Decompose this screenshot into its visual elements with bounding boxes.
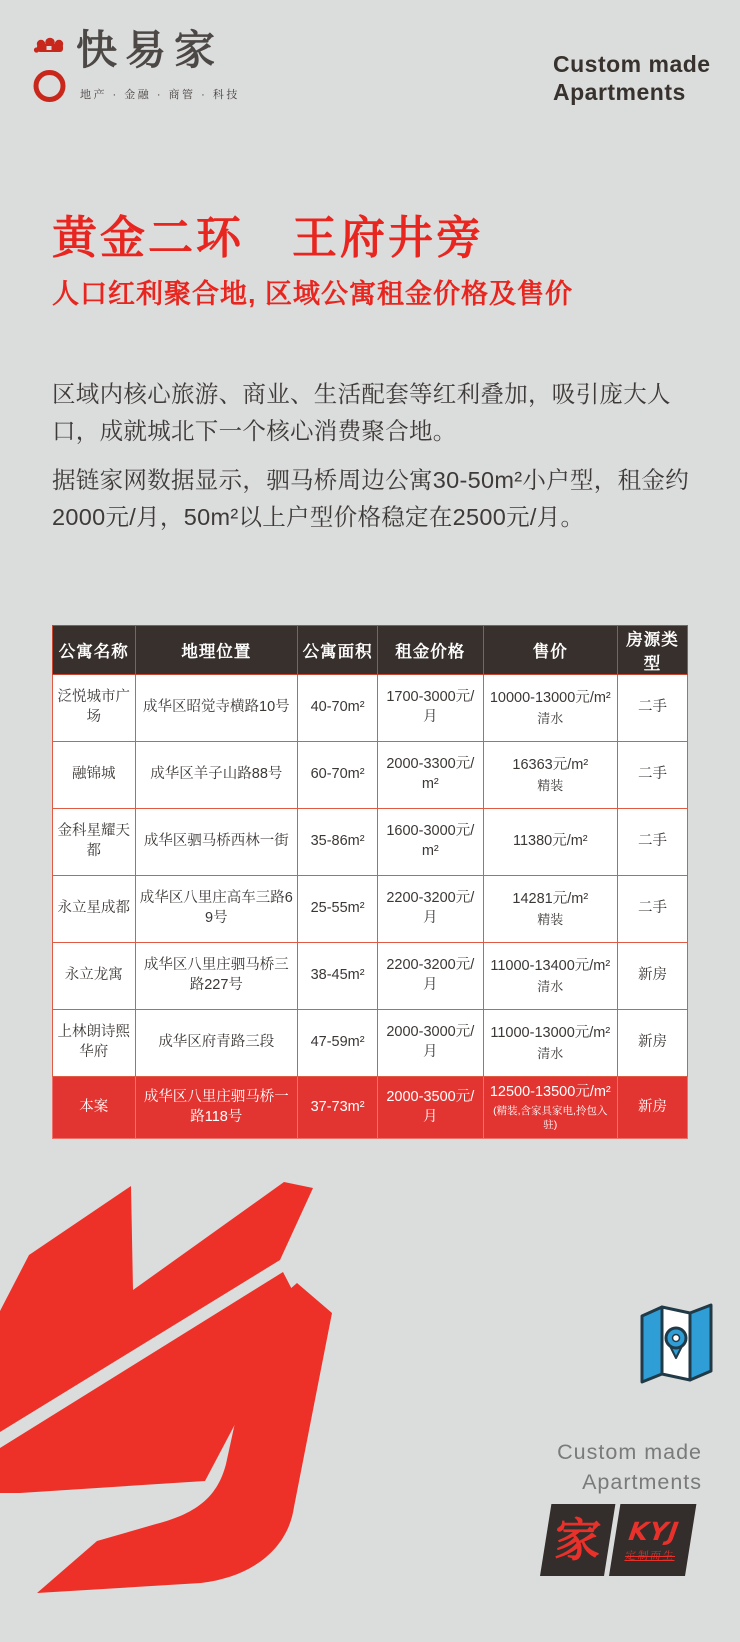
brand-initials: KYJ <box>626 1517 682 1546</box>
sale-price-note: 清水 <box>537 978 564 994</box>
cell-sale-price <box>483 809 618 876</box>
cell-apartment-name: 永立龙寓 <box>53 943 136 1010</box>
cell-sale-price <box>483 876 618 943</box>
table-row <box>53 742 688 809</box>
sale-price-note: 精装 <box>537 911 564 927</box>
sale-price-main: 11000-13400元/m² <box>490 957 611 974</box>
column-header: 地理位置 <box>135 626 298 675</box>
cell-location: 成华区羊子山路88号 <box>135 742 298 809</box>
sale-price-note: 精装 <box>537 777 564 793</box>
cell-listing-type: 二手 <box>618 742 688 809</box>
page-title: 黄金二环 王府井旁 <box>52 211 485 264</box>
cell-location: 成华区驷马桥西林一街 <box>135 809 298 876</box>
cell-listing-type: 新房 <box>618 943 688 1010</box>
cell-listing-type: 新房 <box>618 1010 688 1077</box>
cell-rent: 2000-3000元/月 <box>378 1010 483 1077</box>
cell-location: 成华区八里庄驷马桥三路227号 <box>135 943 298 1010</box>
intro-paragraph-2: 据链家网数据显示，驷马桥周边公寓30-50m²小户型，租金约2000元/月，50m²以上户型价格稳定在2500元/月。 <box>52 466 690 531</box>
cell-area: 40-70m² <box>298 675 378 742</box>
column-header: 公寓名称 <box>53 626 136 675</box>
table-body <box>53 675 688 1139</box>
footer-slogan-line2: Apartments <box>582 1470 702 1495</box>
sale-price-main: 16363元/m² <box>512 756 589 773</box>
intro-paragraph-1: 区域内核心旅游、商业、生活配套等红利叠加，吸引庞大人口，成就城北下一个核心消费聚合地。 <box>52 380 671 445</box>
cell-listing-type: 二手 <box>618 876 688 943</box>
footer-slogan <box>434 1437 702 1497</box>
cell-sale-price <box>483 675 618 742</box>
table-row <box>53 675 688 742</box>
cell-sale-price <box>483 1010 618 1077</box>
cell-apartment-name: 永立星成都 <box>53 876 136 943</box>
sale-price-main: 11380元/m² <box>512 833 588 850</box>
footer-slogan-line1: Custom made <box>557 1440 702 1464</box>
brand-seal-icon <box>33 37 67 105</box>
brand-tagline-text: 地产 · 金融 · 商管 · 科技 <box>80 89 240 101</box>
sale-price-note: 清水 <box>537 710 564 726</box>
table-row <box>53 1010 688 1077</box>
cell-sale-price <box>483 742 618 809</box>
table-header-row <box>53 626 688 675</box>
cell-rent: 1600-3000元/m² <box>378 809 483 876</box>
cell-listing-type: 二手 <box>618 809 688 876</box>
cell-area: 60-70m² <box>298 742 378 809</box>
cell-apartment-name: 金科星耀天都 <box>53 809 136 876</box>
cell-listing-type: 二手 <box>618 675 688 742</box>
cell-location: 成华区八里庄高车三路69号 <box>135 876 298 943</box>
column-header: 公寓面积 <box>298 626 378 675</box>
cell-rent: 1700-3000元/月 <box>378 675 483 742</box>
cell-area: 47-59m² <box>298 1010 378 1077</box>
cell-sale-price <box>483 943 618 1010</box>
column-header: 租金价格 <box>378 626 483 675</box>
cell-area: 25-55m² <box>298 876 378 943</box>
cell-rent: 2000-3500元/月 <box>378 1077 483 1139</box>
cell-rent: 2200-3200元/月 <box>378 876 483 943</box>
column-header: 房源类型 <box>618 626 688 675</box>
map-location-icon <box>636 1300 716 1386</box>
cell-location: 成华区昭觉寺横路10号 <box>135 675 298 742</box>
sale-price-main: 11000-13000元/m² <box>490 1024 611 1041</box>
table-row <box>53 876 688 943</box>
footer-logo-brand-block <box>609 1504 696 1576</box>
cell-apartment-name: 泛悦城市广场 <box>53 675 136 742</box>
footer-logo-home-block <box>540 1504 615 1576</box>
sale-price-note: 清水 <box>537 1045 564 1061</box>
table-row <box>53 943 688 1010</box>
header-slogan-line2: Apartments <box>553 79 686 106</box>
footer-logo <box>540 1504 696 1576</box>
cell-location: 成华区八里庄驷马桥一路118号 <box>135 1077 298 1139</box>
column-header: 售价 <box>483 626 618 675</box>
cell-listing-type: 新房 <box>618 1077 688 1139</box>
cell-area: 37-73m² <box>298 1077 378 1139</box>
sale-price-main: 14281元/m² <box>512 890 589 907</box>
table-row <box>53 809 688 876</box>
cell-area: 35-86m² <box>298 809 378 876</box>
home-character: 家 <box>552 1513 603 1567</box>
cell-rent: 2000-3300元/m² <box>378 742 483 809</box>
sale-price-main: 10000-13000元/m² <box>489 689 611 706</box>
sale-price-main: 12500-13500元/m² <box>489 1084 611 1101</box>
header-slogan-line1: Custom made <box>553 51 711 77</box>
cell-location: 成华区府青路三段 <box>135 1010 298 1077</box>
cell-area: 38-45m² <box>298 943 378 1010</box>
cell-apartment-name: 上林朗诗熙华府 <box>53 1010 136 1077</box>
cell-sale-price <box>483 1077 618 1139</box>
cell-apartment-name: 本案 <box>53 1077 136 1139</box>
page-subtitle: 人口红利聚合地, 区域公寓租金价格及售价 <box>52 279 574 309</box>
sale-price-note: (精装,含家具家电,拎包入驻) <box>493 1104 608 1131</box>
brand-name: 快易家 <box>76 26 223 74</box>
cell-rent: 2200-3200元/月 <box>378 943 483 1010</box>
cell-apartment-name: 融锦城 <box>53 742 136 809</box>
apartment-comparison-table <box>52 625 688 1139</box>
header-slogan <box>553 50 711 106</box>
kj-monogram-graphic <box>0 1100 380 1642</box>
brand-motto: 定制而生 <box>624 1550 677 1562</box>
